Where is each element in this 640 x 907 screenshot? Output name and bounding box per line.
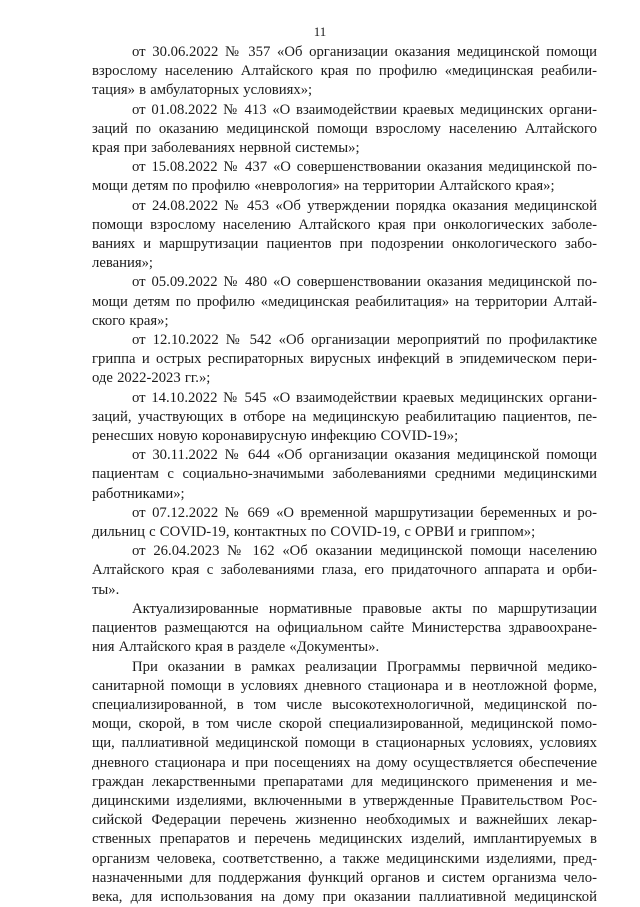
- paragraph-line: мощи, скорой, в том числе скорой специализированной, медицинской помо-: [92, 715, 597, 734]
- paragraph-line: от 01.08.2022 № 413 «О взаимодействии краевых медицинских органи-: [92, 101, 597, 120]
- paragraph-line: Актуализированные нормативные правовые акты по маршрутизации: [92, 600, 597, 619]
- paragraph: [92, 600, 597, 658]
- paragraph-line: санитарной помощи в условиях дневного стационара и в неотложной форме,: [92, 677, 597, 696]
- paragraph-line: заций по оказанию медицинской помощи взрослому населению Алтайского: [92, 120, 597, 139]
- paragraph-line: оде 2022-2023 гг.»;: [92, 369, 597, 388]
- paragraph-line: пациентам с социально-значимыми заболеваниями средними медицинскими: [92, 465, 597, 484]
- paragraph-line: гриппа и острых респираторных вирусных инфекций в эпидемическом пери-: [92, 350, 597, 369]
- paragraph: [92, 389, 597, 447]
- paragraph-line: от 12.10.2022 № 542 «Об организации мероприятий по профилактике: [92, 331, 597, 350]
- paragraph-line: от 15.08.2022 № 437 «О совершенствовании оказания медицинской по-: [92, 158, 597, 177]
- paragraph-line: ния Алтайского края в разделе «Документы».: [92, 638, 597, 657]
- paragraph-line: сийской Федерации перечень жизненно необходимых и важнейших лекар-: [92, 811, 597, 830]
- paragraph-line: При оказании в рамках реализации Программы первичной медико-: [92, 658, 597, 677]
- paragraph: [92, 331, 597, 389]
- paragraph-line: тация» в амбулаторных условиях»;: [92, 81, 597, 100]
- paragraph-line: края при заболеваниях нервной системы»;: [92, 139, 597, 158]
- paragraph: [92, 273, 597, 331]
- paragraph-line: дневного стационара и при посещениях на дому осуществляется обеспечение: [92, 754, 597, 773]
- paragraph-line: специализированной, в том числе высокотехнологичной, медицинской по-: [92, 696, 597, 715]
- paragraph-line: заций, участвующих в отборе на медицинскую реабилитацию пациентов, пе-: [92, 408, 597, 427]
- document-body: [92, 43, 597, 907]
- paragraph-line: дильниц с COVID-19, контактных по COVID-19, с ОРВИ и гриппом»;: [92, 523, 597, 542]
- paragraph-line: назначенными для поддержания функций органов и систем организма чело-: [92, 869, 597, 888]
- paragraph: [92, 504, 597, 542]
- paragraph: [92, 101, 597, 159]
- paragraph-line: от 26.04.2023 № 162 «Об оказании медицинской помощи населению: [92, 542, 597, 561]
- paragraph-line: дицинскими изделиями, включенными в утвержденные Правительством Рос-: [92, 792, 597, 811]
- paragraph-line: от 07.12.2022 № 669 «О временной маршрутизации беременных и ро-: [92, 504, 597, 523]
- paragraph-line: от 30.06.2022 № 357 «Об организации оказания медицинской помощи: [92, 43, 597, 62]
- paragraph-line: от 24.08.2022 № 453 «Об утверждении порядка оказания медицинской: [92, 197, 597, 216]
- paragraph: [92, 446, 597, 504]
- paragraph-line: от 30.11.2022 № 644 «Об организации оказания медицинской помощи: [92, 446, 597, 465]
- paragraph-line: работниками»;: [92, 485, 597, 504]
- paragraph-line: Алтайского края с заболеваниями глаза, его придаточного аппарата и орби-: [92, 561, 597, 580]
- paragraph-line: мощи детям по профилю «медицинская реабилитация» на территории Алтай-: [92, 293, 597, 312]
- paragraph: [92, 43, 597, 101]
- paragraph-line: ваниях и маршрутизации пациентов при подозрении онкологического забо-: [92, 235, 597, 254]
- paragraph-line: организм человека, соответственно, а также медицинскими изделиями, пред-: [92, 850, 597, 869]
- paragraph-line: от 14.10.2022 № 545 «О взаимодействии краевых медицинских органи-: [92, 389, 597, 408]
- paragraph-line: граждан лекарственными препаратами для медицинского применения и ме-: [92, 773, 597, 792]
- paragraph-line: мощи детям по профилю «неврология» на территории Алтайского края»;: [92, 177, 597, 196]
- paragraph-line: взрослому населению Алтайского края по профилю «медицинская реабили-: [92, 62, 597, 81]
- paragraph-line: ственных препаратов и перечень медицинских изделий, имплантируемых в: [92, 830, 597, 849]
- paragraph-line: от 05.09.2022 № 480 «О совершенствовании оказания медицинской по-: [92, 273, 597, 292]
- paragraph-line: ренесших новую коронавирусную инфекцию COVID-19»;: [92, 427, 597, 446]
- paragraph: [92, 197, 597, 274]
- paragraph-line: века, для использования на дому при оказании паллиативной медицинской: [92, 888, 597, 907]
- paragraph: [92, 542, 597, 600]
- paragraph-line: левания»;: [92, 254, 597, 273]
- paragraph-line: ты».: [92, 581, 597, 600]
- paragraph-line: щи, паллиативной медицинской помощи в стационарных условиях, условиях: [92, 734, 597, 753]
- paragraph: [92, 658, 597, 907]
- paragraph-line: пациентов размещаются на официальном сайте Министерства здравоохране-: [92, 619, 597, 638]
- paragraph-line: помощи взрослому населению Алтайского края при онкологических заболе-: [92, 216, 597, 235]
- paragraph: [92, 158, 597, 196]
- paragraph-line: ского края»;: [92, 312, 597, 331]
- page-number: 11: [0, 24, 640, 40]
